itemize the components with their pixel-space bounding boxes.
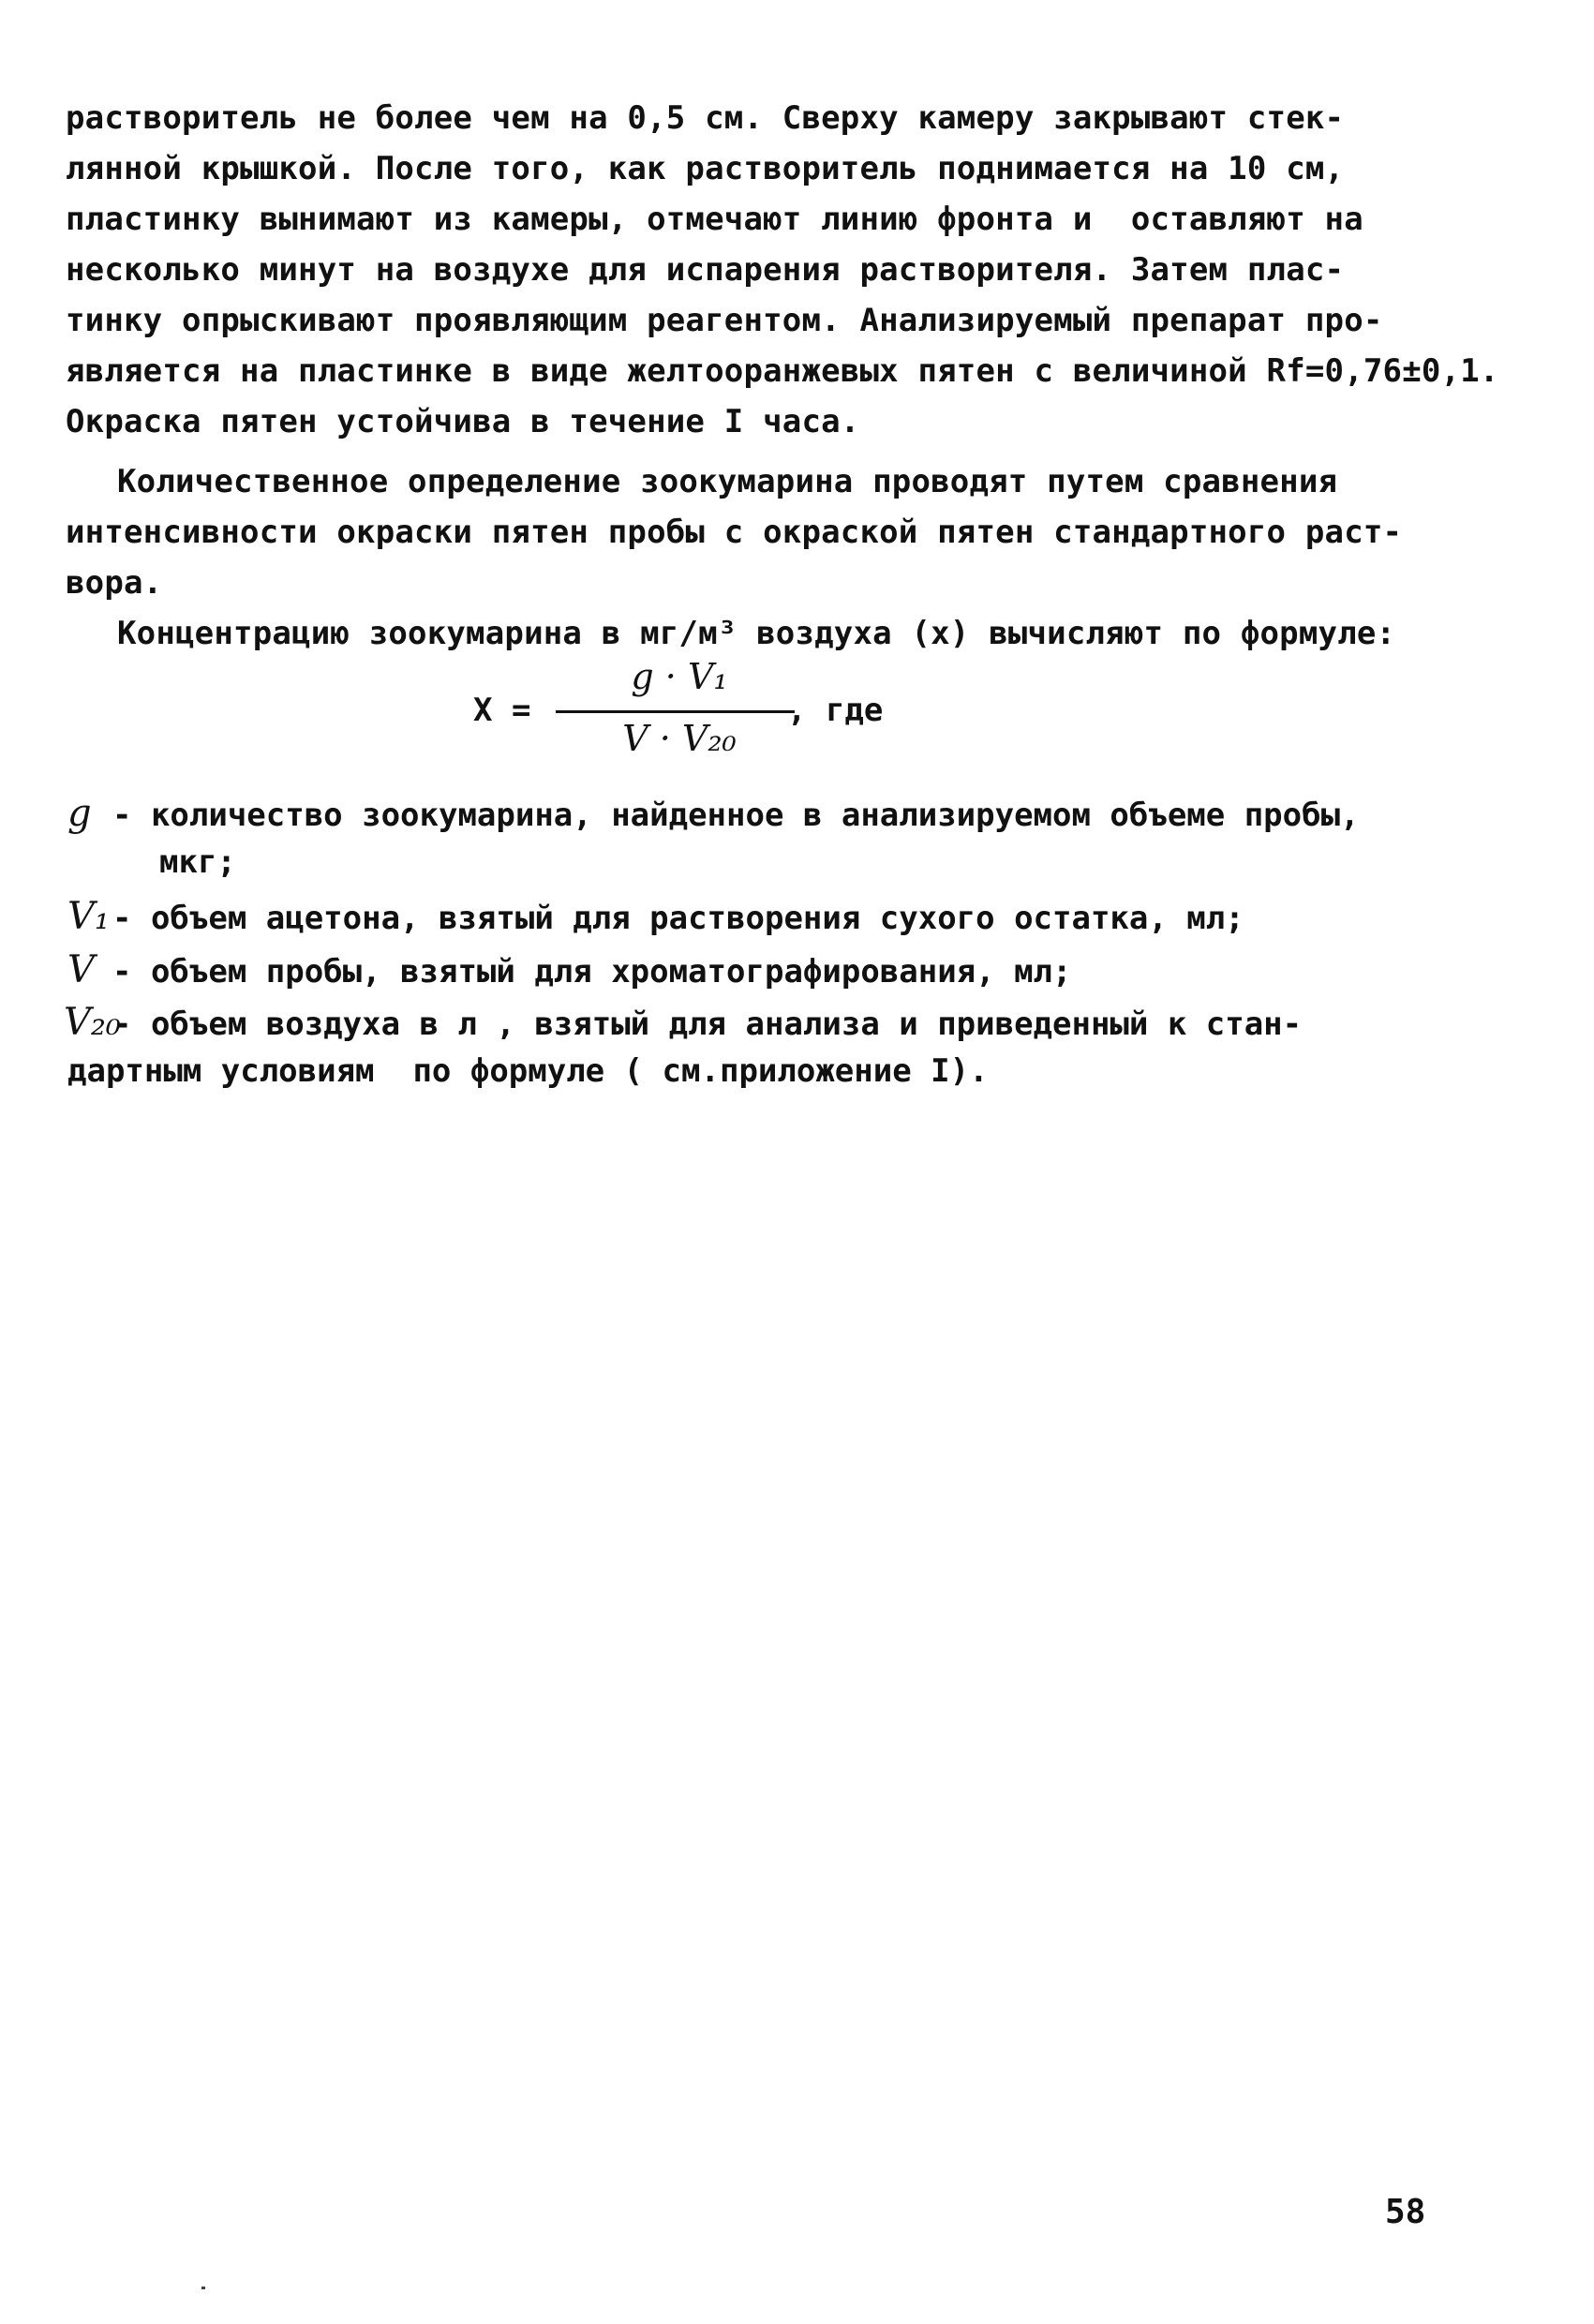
- text-line: несколько минут на воздухе для испарения растворителя. Затем плас-: [66, 251, 1345, 289]
- legend-definition: - объем воздуха в л , взятый для анализа и приведенный к стан-: [112, 1006, 1303, 1043]
- text-line: интенсивности окраски пятен пробы с окраской пятен стандартного раст-: [66, 514, 1403, 551]
- formula-numerator: g · V₁: [631, 656, 728, 697]
- legend-continuation: мкг;: [159, 843, 236, 881]
- formula-lhs: Х =: [473, 692, 531, 729]
- formula-denominator: V · V₂₀: [622, 718, 737, 759]
- legend-definition: - объем пробы, взятый для хроматографирования, мл;: [112, 953, 1072, 991]
- text-line: лянной крышкой. После того, как растворитель поднимается на 10 см,: [66, 150, 1345, 187]
- legend-symbol: V: [67, 948, 95, 991]
- formula-suffix: , где: [787, 692, 884, 729]
- scan-speck: [201, 2287, 205, 2289]
- text-line: тинку опрыскивают проявляющим реагентом. Анализируемый препарат про-: [66, 302, 1383, 339]
- fraction-bar: [556, 710, 795, 713]
- text-line: пластинку вынимают из камеры, отмечают линию фронта и оставляют на: [66, 201, 1363, 238]
- text-line: Окраска пятен устойчива в течение I часа.: [66, 403, 860, 440]
- legend-definition: - объем ацетона, взятый для растворения сухого остатка, мл;: [112, 900, 1244, 937]
- legend-definition: - количество зоокумарина, найденное в анализируемом объеме пробы,: [112, 797, 1360, 834]
- concentration-formula: [473, 656, 904, 768]
- text-line: Концентрацию зоокумарина в мг/м³ воздуха (х) вычисляют по формуле:: [117, 615, 1396, 652]
- text-line: растворитель не более чем на 0,5 см. Сверху камеру закрывают стек-: [66, 99, 1345, 137]
- legend-continuation: дартным условиям по формуле ( см.приложение I).: [67, 1052, 989, 1090]
- legend-symbol: V₁: [67, 895, 110, 938]
- legend-symbol: V₂₀: [64, 1001, 121, 1044]
- text-line: Количественное определение зоокумарина проводят путем сравнения: [117, 463, 1338, 500]
- page-number: 58: [1385, 2193, 1426, 2231]
- text-line: является на пластинке в виде желтооранжевых пятен с величиной Rf=0,76±0,1.: [66, 352, 1499, 390]
- text-line: вора.: [66, 564, 163, 602]
- legend-symbol: g: [67, 792, 92, 835]
